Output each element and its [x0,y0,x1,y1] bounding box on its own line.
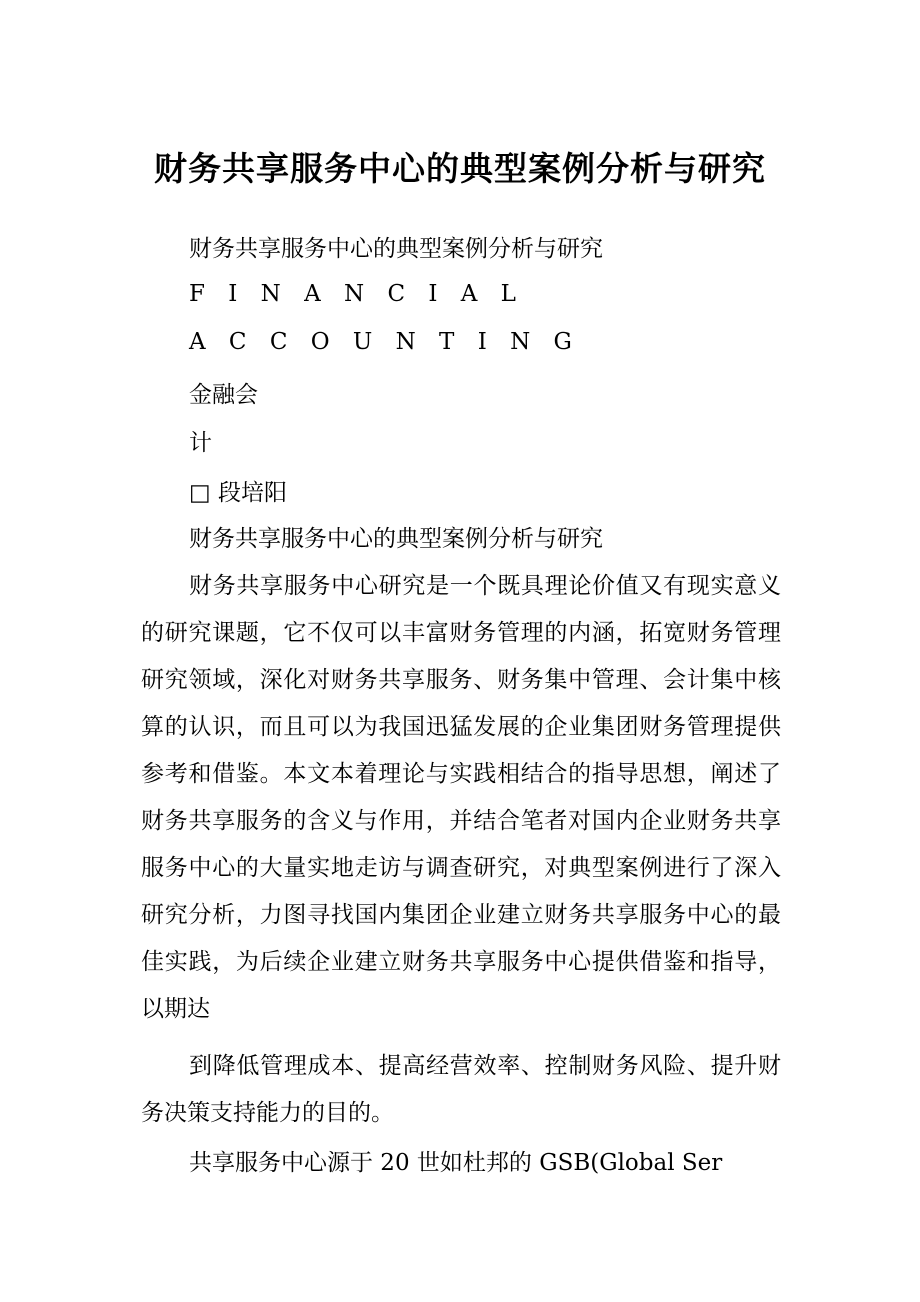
category-label-line1: 金融会 [189,382,258,408]
body-paragraph-1: 财务共享服务中心研究是一个既具理论价值又有现实意义的研究课题，它不仅可以丰富财务管理的内涵，拓宽财务管理研究领域，深化对财务共享服务、财务集中管理、会计集中核算的认识，而且可以为我国迅猛发展的企业集团财务管理提供参考和借鉴。本文本着理论与实践相结合的指导思想，阐述了财务共享服务的含义与作用，并结合笔者对国内企业财务共享服务中心的大量实地走访与调查研究，对典型案例进行了深入研究分析，力图寻找国内集团企业建立财务共享服务中心的最佳实践，为后续企业建立财务共享服务中心提供借鉴和指导，以期达 [141,573,781,1022]
subtitle-line: 财务共享服务中心的典型案例分析与研究 [189,236,603,262]
section-heading: 财务共享服务中心的典型案例分析与研究 [189,526,603,552]
author-line: □ 段培阳 [189,480,288,506]
financial-label: F I N A N C I A L [189,281,524,307]
body-paragraph-3: 共享服务中心源于 20 世如杜邦的 GSB(Global Ser [189,1150,723,1176]
body-paragraph-2: 到降低管理成本、提高经营效率、控制财务风险、提升财务决策支持能力的目的。 [141,1053,781,1126]
document-title: 财务共享服务中心的典型案例分析与研究 [154,149,766,188]
category-label-line2: 计 [189,430,212,456]
accounting-label: A C C O U N T I N G [189,329,580,355]
